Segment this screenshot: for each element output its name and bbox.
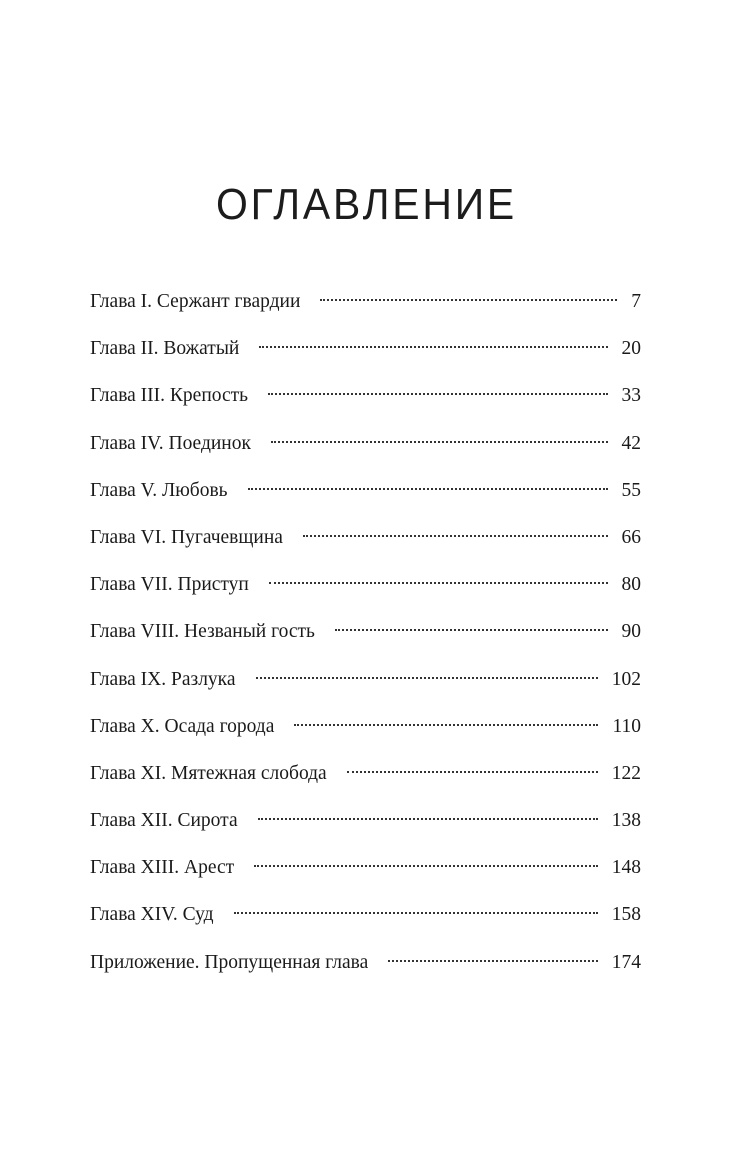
toc-entry-page: 138 (611, 810, 641, 832)
dot-leader (234, 912, 598, 914)
dot-leader (303, 535, 608, 537)
dot-leader (388, 960, 598, 962)
toc-entry[interactable] (90, 759, 641, 806)
toc-entry-page: 42 (621, 432, 641, 454)
toc-entry-title: Глава XIV. Суд (90, 904, 214, 926)
toc-entry-title: Глава IV. Поединок (90, 432, 251, 454)
dot-leader (268, 393, 607, 395)
toc-entry-title: Глава V. Любовь (90, 479, 228, 501)
toc-entry-title: Глава VIII. Незваный гость (90, 621, 315, 643)
dot-leader (269, 582, 608, 584)
toc-entry-title: Глава VII. Приступ (90, 574, 249, 596)
toc-entry[interactable] (90, 665, 641, 712)
toc-entry-title: Глава XI. Мятежная слобода (90, 762, 327, 784)
dot-leader (294, 724, 598, 726)
toc-entry[interactable] (90, 853, 641, 900)
toc-entry[interactable] (90, 806, 641, 853)
toc-entry-title: Глава IX. Разлука (90, 668, 236, 690)
toc-entry[interactable] (90, 429, 641, 476)
toc-entry-page: 33 (621, 385, 641, 407)
toc-entry-title: Глава XIII. Арест (90, 857, 235, 879)
dot-leader (271, 441, 608, 443)
toc-entry[interactable] (90, 900, 641, 947)
dot-leader (347, 771, 598, 773)
toc-entry[interactable] (90, 948, 641, 995)
toc-entry-page: 158 (611, 904, 641, 926)
toc-entry-page: 102 (611, 668, 641, 690)
toc-entry-page: 174 (611, 951, 641, 973)
toc-entry-page: 110 (612, 715, 641, 737)
toc-entry-title: Глава I. Сержант гвардии (90, 291, 301, 312)
toc-entry[interactable] (90, 287, 641, 334)
toc-entry[interactable] (90, 617, 641, 664)
page-title: ОГЛАВЛЕНИЕ (215, 180, 517, 230)
toc-entry[interactable] (90, 570, 641, 617)
table-of-contents (90, 287, 641, 995)
toc-entry[interactable] (90, 381, 641, 428)
toc-entry-page: 7 (631, 291, 641, 312)
toc-entry-page: 90 (621, 621, 641, 643)
toc-entry-page: 122 (611, 762, 641, 784)
toc-entry[interactable] (90, 334, 641, 381)
dot-leader (335, 629, 608, 631)
toc-entry-title: Приложение. Пропущенная глава (90, 951, 369, 973)
dot-leader (259, 346, 607, 348)
toc-entry[interactable] (90, 476, 641, 523)
toc-entry-page: 66 (621, 526, 641, 548)
toc-entry-page: 148 (611, 857, 641, 879)
dot-leader (248, 488, 608, 490)
toc-entry-title: Глава X. Осада города (90, 715, 275, 737)
toc-entry-title: Глава XII. Сирота (90, 810, 238, 832)
dot-leader (320, 299, 617, 301)
dot-leader (258, 818, 598, 820)
toc-entry[interactable] (90, 523, 641, 570)
dot-leader (254, 865, 598, 867)
toc-entry-page: 80 (621, 574, 641, 596)
toc-entry-title: Глава III. Крепость (90, 385, 249, 407)
toc-entry-title: Глава II. Вожатый (90, 338, 240, 360)
toc-entry-page: 55 (621, 479, 641, 501)
dot-leader (256, 677, 598, 679)
toc-entry-page: 20 (621, 338, 641, 360)
toc-entry-title: Глава VI. Пугачевщина (90, 526, 283, 548)
toc-entry[interactable] (90, 712, 641, 759)
